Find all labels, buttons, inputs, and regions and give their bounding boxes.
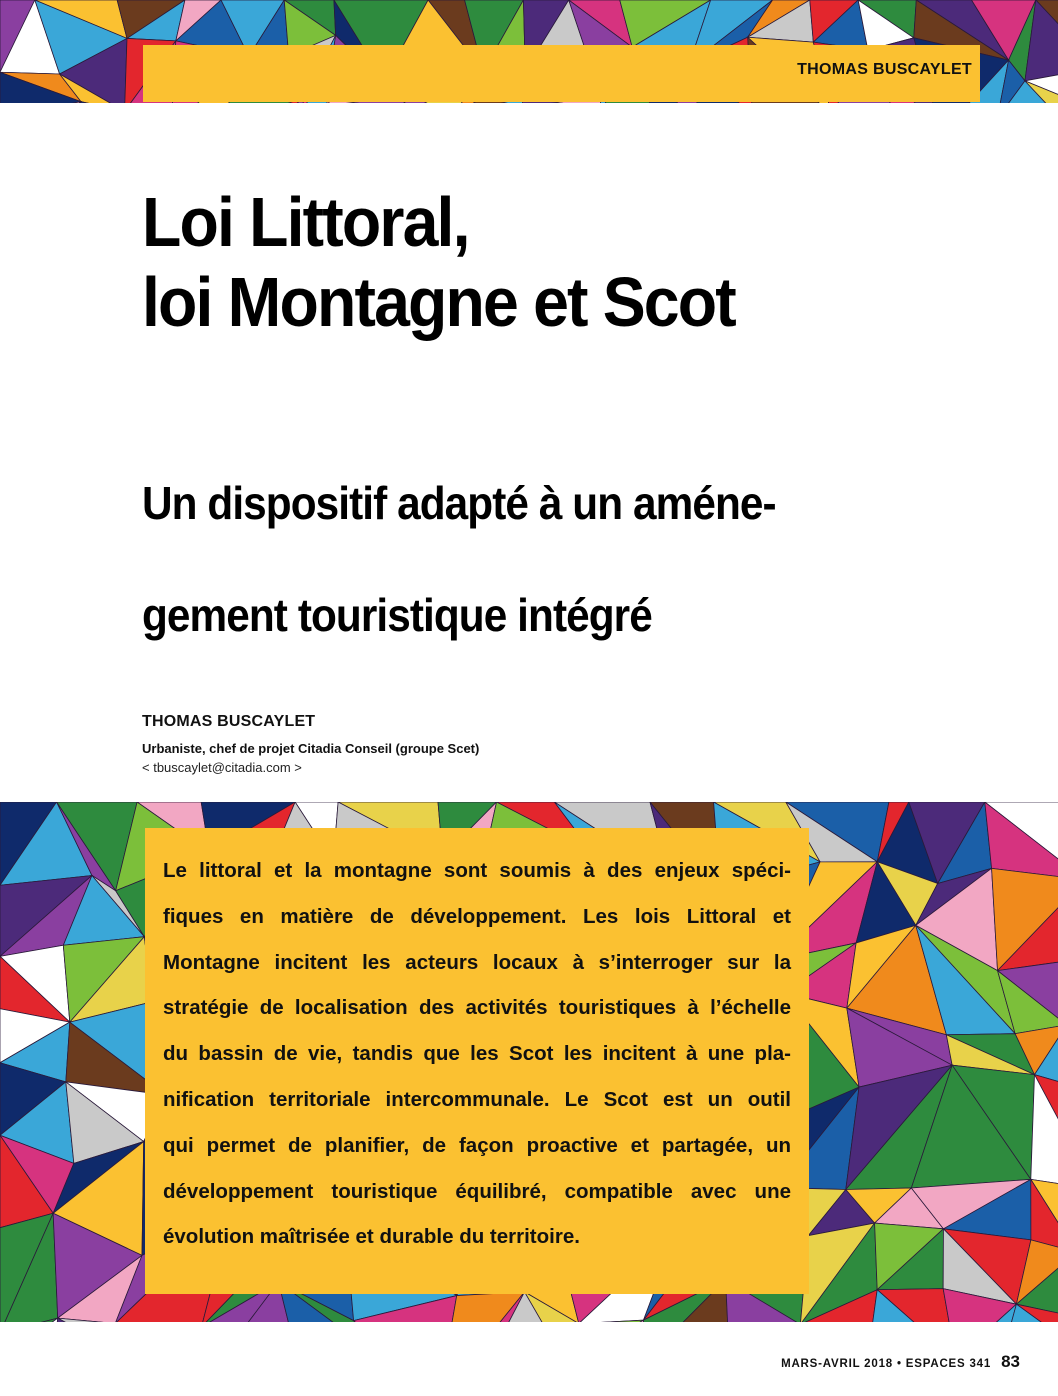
abstract-line: évolution maîtrisée et durable du territoire. [163,1225,580,1249]
article-title [142,182,952,342]
page-number: 83 [1001,1352,1020,1371]
abstract-text [163,848,791,1260]
abstract-line: fiques en matière de développement. Les lois Littoral et [163,904,791,928]
abstract-line: Le littoral et la montagne sont soumis à des enjeux spéci- [163,859,791,882]
title-line-2: loi Montagne et Scot [142,263,735,341]
header-band [143,45,980,102]
header-author: THOMAS BUSCAYLET [797,61,972,78]
abstract-line: nification territoriale intercommunale. Le Scot est un outil [163,1087,791,1111]
issue-info: MARS-AVRIL 2018 • ESPACES 341 [781,1358,992,1370]
article-subtitle [142,447,988,671]
subtitle-line-1: Un dispositif adapté à un améne- [142,477,776,529]
abstract-box [145,828,809,1294]
subtitle-line-2: gement touristique intégré [142,589,652,641]
author-email[interactable]: < tbuscaylet@citadia.com > [142,760,302,775]
author-name: THOMAS BUSCAYLET [142,713,316,730]
abstract-line: développement touristique équilibré, compatible avec une [163,1179,791,1203]
abstract-line: qui permet de planifier, de façon proactive et partagée, un [163,1133,791,1157]
title-line-1: Loi Littoral, [142,183,469,261]
page-footer [781,1352,1020,1372]
byline [142,713,479,775]
author-role: Urbaniste, chef de projet Citadia Conseil (groupe Scet) [142,741,480,756]
abstract-line: Montagne incitent les acteurs locaux à s’interroger sur la [163,950,791,974]
abstract-line: stratégie de localisation des activités touristiques à l’échelle [163,996,791,1020]
abstract-line: du bassin de vie, tandis que les Scot les incitent à une pla- [163,1042,791,1066]
